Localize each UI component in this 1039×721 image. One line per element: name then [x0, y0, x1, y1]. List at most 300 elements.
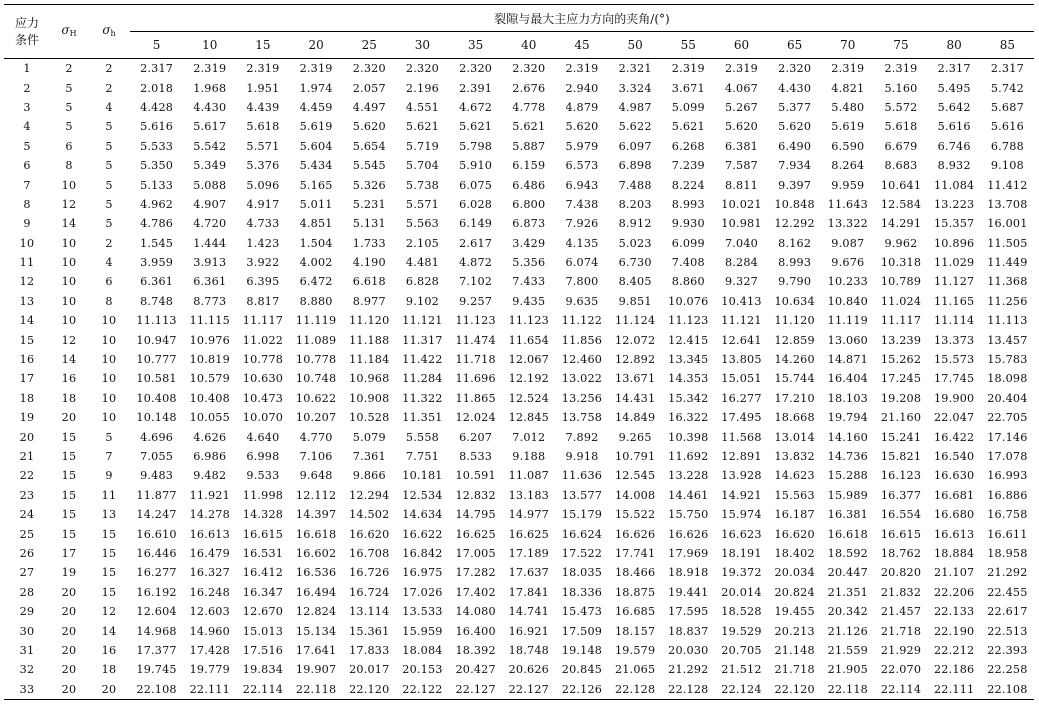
condition-id-cell: 26 — [19, 546, 35, 560]
sigma-h-cell: 9 — [105, 469, 113, 483]
condition-id-cell: 11 — [19, 256, 35, 270]
angle-header: 65 — [787, 38, 803, 52]
value-cell: 7.892 — [565, 430, 599, 444]
value-cell: 11.122 — [561, 314, 603, 328]
table-row — [4, 563, 1034, 582]
value-cell: 22.190 — [933, 624, 975, 638]
value-cell: 6.268 — [671, 139, 705, 153]
value-cell: 2.018 — [140, 81, 174, 95]
value-cell: 16.613 — [189, 527, 230, 541]
value-cell: 8.748 — [140, 294, 174, 308]
value-cell: 11.123 — [508, 314, 549, 328]
value-cell: 10.819 — [189, 353, 230, 367]
sigma-H-cell: 16 — [61, 372, 77, 386]
value-cell: 4.962 — [140, 197, 174, 211]
value-cell: 11.119 — [827, 314, 868, 328]
value-cell: 16.624 — [561, 527, 603, 541]
value-cell: 1.951 — [246, 81, 280, 95]
value-cell: 20.824 — [774, 585, 815, 599]
value-cell: 6.618 — [352, 275, 386, 289]
value-cell: 16.001 — [987, 217, 1028, 231]
value-cell: 14.960 — [189, 624, 230, 638]
value-cell: 16.404 — [827, 372, 868, 386]
sigma-H-cell: 15 — [61, 488, 77, 502]
value-cell: 21.512 — [721, 663, 762, 677]
value-cell: 6.800 — [512, 197, 546, 211]
value-cell: 9.483 — [140, 469, 174, 483]
value-cell: 4.733 — [246, 217, 280, 231]
value-cell: 14.353 — [668, 372, 709, 386]
value-cell: 12.415 — [668, 333, 709, 347]
value-cell: 16.611 — [987, 527, 1028, 541]
value-cell: 9.188 — [512, 450, 546, 463]
value-cell: 2.320 — [449, 59, 502, 79]
table-row — [4, 253, 1034, 272]
value-cell: 11.117 — [880, 314, 922, 328]
value-cell: 9.397 — [778, 178, 812, 192]
angle-header: 75 — [893, 38, 909, 52]
value-cell: 22.070 — [880, 663, 922, 677]
table-row — [4, 175, 1034, 194]
value-cell: 16.554 — [880, 508, 922, 522]
value-cell: 6.573 — [565, 159, 599, 173]
sigma-h-cell: 4 — [105, 100, 113, 114]
value-cell: 18.958 — [987, 546, 1028, 560]
value-cell: 11.654 — [508, 333, 549, 347]
value-cell: 12.294 — [349, 488, 390, 502]
value-cell: 12.524 — [508, 391, 549, 405]
angle-header: 15 — [255, 38, 271, 52]
value-cell: 2.105 — [405, 236, 439, 250]
value-cell: 13.228 — [668, 469, 709, 483]
value-cell: 4.851 — [299, 217, 333, 231]
value-cell: 5.096 — [246, 178, 280, 192]
value-cell: 22.111 — [183, 680, 236, 700]
value-cell: 18.592 — [827, 546, 868, 560]
value-cell: 11.368 — [987, 275, 1028, 289]
value-cell: 10.947 — [136, 333, 177, 347]
value-cell: 22.127 — [449, 680, 502, 700]
value-cell: 16.613 — [933, 527, 975, 541]
value-cell: 5.616 — [937, 120, 971, 134]
value-cell: 1.444 — [193, 236, 227, 250]
value-cell: 5.798 — [459, 139, 493, 153]
value-cell: 7.012 — [512, 430, 546, 444]
value-cell: 3.959 — [140, 256, 174, 270]
value-cell: 5.910 — [459, 159, 493, 173]
value-cell: 11.114 — [933, 314, 975, 328]
value-cell: 5.131 — [352, 217, 386, 231]
table-row — [4, 602, 1034, 621]
value-cell: 11.449 — [987, 256, 1028, 270]
sigma-H-cell: 20 — [61, 411, 77, 425]
value-cell: 10.789 — [880, 275, 922, 289]
condition-label-line2: 条件 — [14, 32, 39, 47]
value-cell: 22.128 — [662, 680, 715, 700]
condition-id-cell: 2 — [23, 81, 31, 95]
value-cell: 2.320 — [343, 59, 396, 79]
value-cell: 2.320 — [502, 59, 555, 79]
value-cell: 16.615 — [242, 527, 284, 541]
value-cell: 18.668 — [774, 411, 815, 425]
value-cell: 12.024 — [455, 411, 496, 425]
value-cell: 17.245 — [880, 372, 922, 386]
value-cell: 11.115 — [189, 314, 230, 328]
value-cell: 14.502 — [349, 508, 390, 522]
value-cell: 10.408 — [136, 391, 177, 405]
value-cell: 14.461 — [668, 488, 709, 502]
value-cell: 10.408 — [189, 391, 230, 405]
value-cell: 11.256 — [987, 294, 1028, 308]
value-cell: 16.618 — [295, 527, 337, 541]
value-cell: 15.573 — [933, 353, 975, 367]
angle-header: 80 — [946, 38, 962, 52]
value-cell: 4.067 — [724, 81, 758, 95]
value-cell: 5.571 — [246, 139, 280, 153]
value-cell: 12.067 — [508, 353, 549, 367]
value-cell: 7.361 — [352, 450, 386, 463]
value-cell: 5.376 — [246, 159, 280, 173]
value-cell: 21.107 — [933, 566, 975, 580]
table-row — [4, 59, 1034, 79]
table-row — [4, 408, 1034, 427]
value-cell: 10.778 — [242, 353, 284, 367]
value-cell: 11.029 — [933, 256, 975, 270]
condition-id-cell: 31 — [19, 643, 35, 657]
value-cell: 5.545 — [352, 159, 386, 173]
table-row — [4, 292, 1034, 311]
sigma-h-cell: 13 — [101, 508, 117, 522]
angle-header: 20 — [308, 38, 324, 52]
table-row — [4, 583, 1034, 602]
sigma-H-symbol: σ — [61, 23, 70, 37]
value-cell: 22.186 — [933, 663, 975, 677]
value-cell: 10.634 — [774, 294, 815, 308]
value-cell: 21.929 — [880, 643, 922, 657]
value-cell: 11.113 — [136, 314, 177, 328]
value-cell: 13.014 — [774, 430, 815, 444]
value-cell: 8.932 — [937, 159, 971, 173]
value-cell: 22.118 — [290, 680, 343, 700]
value-cell: 17.078 — [987, 450, 1028, 463]
sigma-H-cell: 12 — [61, 333, 77, 347]
value-cell: 19.794 — [827, 411, 868, 425]
value-cell: 16.625 — [455, 527, 496, 541]
value-cell: 22.258 — [987, 663, 1028, 677]
sigma-H-cell: 20 — [61, 605, 77, 619]
value-cell: 4.821 — [831, 81, 865, 95]
table-body — [4, 59, 1034, 700]
value-cell: 7.040 — [724, 236, 758, 250]
value-cell: 16.381 — [827, 508, 868, 522]
value-cell: 12.192 — [508, 372, 549, 386]
condition-id-cell: 15 — [19, 333, 35, 347]
value-cell: 13.060 — [827, 333, 868, 347]
value-cell: 4.002 — [299, 256, 333, 270]
sigma-H-cell: 18 — [61, 391, 77, 405]
condition-id-cell: 18 — [19, 391, 35, 405]
value-cell: 7.926 — [565, 217, 599, 231]
value-cell: 4.551 — [405, 100, 439, 114]
value-cell: 7.751 — [405, 450, 439, 463]
angle-header: 35 — [467, 38, 484, 52]
value-cell: 2.319 — [874, 59, 927, 79]
table-row — [4, 427, 1034, 446]
value-cell: 9.435 — [512, 294, 546, 308]
value-cell: 6.998 — [246, 450, 280, 463]
value-cell: 20.820 — [880, 566, 922, 580]
sigma-H-cell: 10 — [61, 256, 77, 270]
sigma-h-cell: 10 — [101, 314, 117, 328]
value-cell: 5.620 — [778, 120, 812, 134]
condition-id-cell: 29 — [19, 605, 35, 619]
value-cell: 20.030 — [668, 643, 709, 657]
value-cell: 20.705 — [721, 643, 762, 657]
condition-id-cell: 16 — [19, 353, 35, 367]
value-cell: 15.974 — [721, 508, 762, 522]
value-cell: 5.604 — [299, 139, 333, 153]
value-cell: 9.918 — [565, 450, 599, 463]
value-cell: 6.472 — [299, 275, 333, 289]
value-cell: 4.786 — [140, 217, 174, 231]
value-cell: 10.076 — [668, 294, 709, 308]
value-cell: 16.625 — [508, 527, 549, 541]
table-row — [4, 389, 1034, 408]
value-cell: 2.319 — [662, 59, 715, 79]
value-cell: 11.718 — [455, 353, 496, 367]
value-cell: 13.183 — [508, 488, 549, 502]
value-cell: 11.921 — [189, 488, 230, 502]
value-cell: 4.672 — [459, 100, 493, 114]
angle-header: 45 — [574, 38, 590, 52]
condition-id-cell: 21 — [19, 450, 35, 463]
value-cell: 16.347 — [242, 585, 284, 599]
value-cell: 8.533 — [459, 450, 493, 463]
value-cell: 7.438 — [565, 197, 599, 211]
sigma-H-cell: 5 — [65, 81, 73, 95]
value-cell: 10.398 — [668, 430, 709, 444]
value-cell: 1.968 — [193, 81, 227, 95]
value-cell: 6.159 — [512, 159, 546, 173]
value-cell: 4.987 — [618, 100, 652, 114]
value-cell: 6.486 — [512, 178, 546, 192]
value-cell: 13.022 — [561, 372, 603, 386]
value-cell: 17.841 — [508, 585, 549, 599]
sigma-H-cell: 17 — [61, 546, 77, 560]
value-cell: 16.921 — [508, 624, 549, 638]
value-cell: 13.322 — [827, 217, 868, 231]
value-cell: 2.319 — [290, 59, 343, 79]
value-cell: 16.479 — [189, 546, 230, 560]
condition-id-cell: 12 — [19, 275, 35, 289]
value-cell: 22.212 — [933, 643, 975, 657]
value-cell: 6.361 — [193, 275, 227, 289]
value-cell: 5.267 — [724, 100, 758, 114]
angle-header: 70 — [840, 38, 856, 52]
sigma-h-cell: 15 — [101, 527, 117, 541]
value-cell: 14.968 — [136, 624, 177, 638]
stress-angle-table — [4, 4, 1034, 700]
value-cell: 14.849 — [614, 411, 656, 425]
table-row — [4, 466, 1034, 485]
table-row — [4, 330, 1034, 349]
value-cell: 9.635 — [565, 294, 599, 308]
value-cell: 16.975 — [402, 566, 443, 580]
value-cell: 5.495 — [937, 81, 971, 95]
value-cell: 7.934 — [778, 159, 812, 173]
value-cell: 11.121 — [402, 314, 443, 328]
value-cell: 11.120 — [774, 314, 815, 328]
value-cell: 6.099 — [671, 236, 705, 250]
sigma-h-cell: 5 — [105, 120, 113, 134]
value-cell: 16.277 — [721, 391, 762, 405]
value-cell: 15.179 — [561, 508, 603, 522]
value-cell: 5.563 — [405, 217, 439, 231]
value-cell: 16.400 — [455, 624, 496, 638]
value-cell: 8.162 — [778, 236, 812, 250]
value-cell: 16.681 — [933, 488, 975, 502]
sigma-h-cell: 18 — [101, 663, 117, 677]
value-cell: 22.047 — [933, 411, 975, 425]
value-cell: 9.866 — [352, 469, 386, 483]
value-cell: 5.621 — [459, 120, 493, 134]
value-cell: 11.474 — [455, 333, 496, 347]
angle-header: 10 — [202, 38, 218, 52]
value-cell: 16.322 — [668, 411, 709, 425]
table-row — [4, 505, 1034, 524]
value-cell: 15.750 — [668, 508, 709, 522]
value-cell: 17.595 — [668, 605, 709, 619]
table-row — [4, 137, 1034, 156]
value-cell: 10.591 — [455, 469, 496, 483]
sigma-h-cell: 10 — [101, 391, 117, 405]
value-cell: 22.124 — [715, 680, 768, 700]
value-cell: 19.441 — [668, 585, 709, 599]
value-cell: 11.123 — [455, 314, 496, 328]
sigma-h-cell: 10 — [101, 372, 117, 386]
value-cell: 10.528 — [349, 411, 390, 425]
value-cell: 8.993 — [778, 256, 812, 270]
value-cell: 16.680 — [933, 508, 975, 522]
value-cell: 8.993 — [671, 197, 705, 211]
value-cell: 5.620 — [352, 120, 386, 134]
condition-id-cell: 22 — [19, 469, 35, 483]
value-cell: 11.998 — [242, 488, 284, 502]
value-cell: 20.213 — [774, 624, 815, 638]
value-cell: 17.026 — [402, 585, 443, 599]
value-cell: 16.377 — [880, 488, 922, 502]
value-cell: 14.397 — [295, 508, 337, 522]
value-cell: 15.262 — [880, 353, 922, 367]
value-cell: 18.918 — [668, 566, 709, 580]
value-cell: 9.102 — [405, 294, 439, 308]
sigma-H-cell: 15 — [61, 469, 77, 483]
value-cell: 16.623 — [721, 527, 762, 541]
table-row — [4, 544, 1034, 563]
value-cell: 19.529 — [721, 624, 762, 638]
value-cell: 10.748 — [295, 372, 337, 386]
value-cell: 10.413 — [721, 294, 762, 308]
value-cell: 9.648 — [299, 469, 333, 483]
value-cell: 9.676 — [831, 256, 865, 270]
value-cell: 2.676 — [512, 81, 546, 95]
value-cell: 7.102 — [459, 275, 493, 289]
value-cell: 5.480 — [831, 100, 865, 114]
value-cell: 16.446 — [136, 546, 177, 560]
value-cell: 12.891 — [721, 450, 762, 463]
condition-id-cell: 5 — [23, 139, 31, 153]
value-cell: 5.618 — [246, 120, 280, 134]
value-cell: 13.223 — [933, 197, 975, 211]
value-cell: 16.610 — [136, 527, 177, 541]
value-cell: 18.528 — [721, 605, 762, 619]
value-cell: 16.886 — [987, 488, 1028, 502]
value-cell: 16.422 — [933, 430, 975, 444]
value-cell: 16.758 — [987, 508, 1028, 522]
sigma-h-cell: 5 — [105, 197, 113, 211]
sigma-H-cell: 15 — [61, 450, 77, 463]
value-cell: 4.459 — [299, 100, 333, 114]
sigma-h-cell: 5 — [105, 430, 113, 444]
value-cell: 21.126 — [827, 624, 868, 638]
value-cell: 6.490 — [778, 139, 812, 153]
sigma-H-cell: 20 — [61, 624, 77, 638]
value-cell: 11.117 — [242, 314, 284, 328]
sigma-h-cell: 4 — [105, 256, 113, 270]
value-cell: 9.265 — [618, 430, 652, 444]
value-cell: 14.008 — [614, 488, 656, 502]
sigma-H-cell: 5 — [65, 120, 73, 134]
value-cell: 10.848 — [774, 197, 815, 211]
value-cell: 20.034 — [774, 566, 815, 580]
value-cell: 5.434 — [299, 159, 333, 173]
table-row — [4, 156, 1034, 175]
value-cell: 22.108 — [130, 680, 183, 700]
value-cell: 14.623 — [774, 469, 815, 483]
value-cell: 12.292 — [774, 217, 815, 231]
value-cell: 5.642 — [937, 100, 971, 114]
value-cell: 5.617 — [193, 120, 227, 134]
sigma-H-cell: 6 — [65, 139, 73, 153]
value-cell: 4.428 — [140, 100, 174, 114]
sigma-H-cell: 20 — [61, 585, 77, 599]
value-cell: 5.887 — [512, 139, 546, 153]
value-cell: 14.247 — [136, 508, 177, 522]
value-cell: 6.828 — [405, 275, 439, 289]
sigma-h-cell: 14 — [101, 624, 117, 638]
value-cell: 4.430 — [778, 81, 812, 95]
value-cell: 18.762 — [880, 546, 922, 560]
value-cell: 17.509 — [561, 624, 603, 638]
condition-label-line1: 应力 — [14, 15, 39, 30]
value-cell: 10.976 — [189, 333, 230, 347]
sigma-H-cell: 2 — [50, 59, 88, 79]
value-cell: 4.720 — [193, 217, 227, 231]
value-cell: 12.859 — [774, 333, 815, 347]
value-cell: 19.745 — [136, 663, 177, 677]
table-row — [4, 117, 1034, 136]
value-cell: 16.192 — [136, 585, 177, 599]
value-cell: 11.022 — [242, 333, 284, 347]
value-cell: 4.135 — [565, 236, 599, 250]
value-cell: 4.497 — [352, 100, 386, 114]
header-row-1 — [4, 5, 1034, 32]
condition-id-cell: 32 — [19, 663, 35, 677]
value-cell: 16.540 — [933, 450, 975, 463]
angle-title: 裂隙与最大主应力方向的夹角/(°) — [130, 5, 1034, 32]
value-cell: 15.013 — [242, 624, 284, 638]
value-cell: 7.433 — [512, 275, 546, 289]
